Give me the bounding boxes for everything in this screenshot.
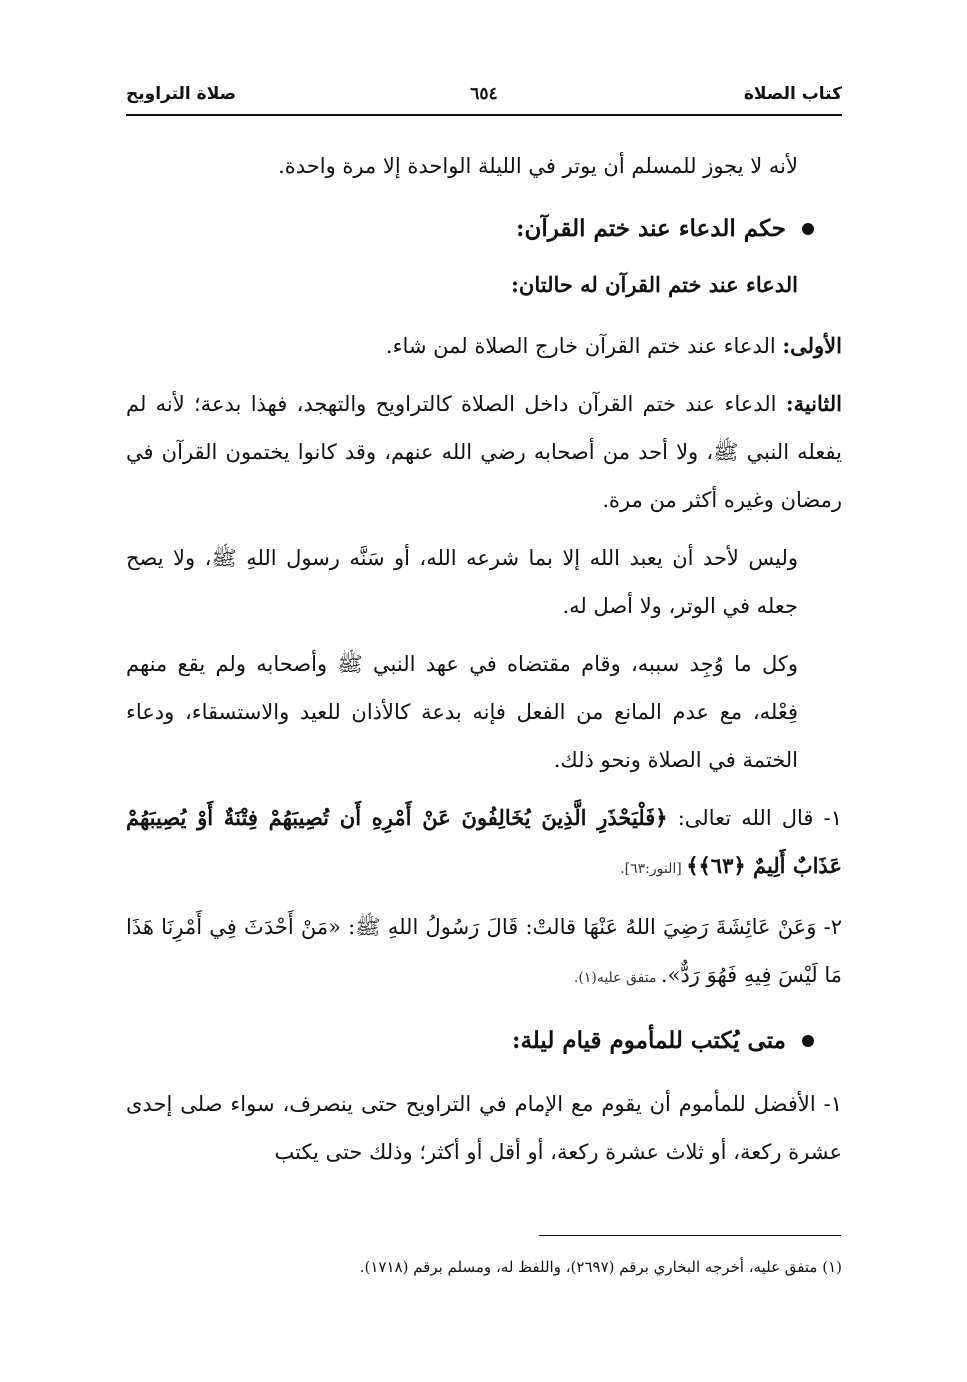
section-heading-khatm-dua: [126, 200, 842, 258]
heading-text: حكم الدعاء عند ختم القرآن:: [516, 215, 786, 242]
heading-text: متى يُكتب للمأموم قيام ليلة:: [511, 1027, 786, 1054]
section-heading-qiyam: [126, 1012, 842, 1070]
hadith-reference: متفق عليه(١).: [573, 970, 661, 986]
header-book-title: كتاب الصلاة: [743, 84, 842, 104]
evidence-item-2: [126, 903, 842, 1002]
page-body: [126, 142, 842, 1176]
bullet-icon: [802, 223, 814, 235]
verse-reference: [النور:٦٣].: [620, 861, 687, 877]
label-first: الأولى:: [782, 333, 842, 358]
evidence-1-prefix: ١- قال الله تعالى:: [667, 806, 842, 830]
hadith-text: ٢- وَعَنْ عَائِشَةَ رَضِيَ اللهُ عَنْهَا قالتْ: قَالَ رَسُولُ اللهِ ﷺ: «مَنْ أَحْدَثَ فِي أَمْرِنَا هَذَا مَا لَيْسَ فِيهِ فَهُوَ رَدٌّ».: [126, 915, 842, 987]
quran-verse: ﴿فَلْيَحْذَرِ الَّذِينَ يُخَالِفُونَ عَنْ أَمْرِهِ أَن تُصِيبَهُمْ فِتْنَةٌ أَوْ يُصِيبَهُمْ عَذَابٌ أَلِيمٌ ﴿٦٣﴾﴾: [126, 805, 842, 878]
paragraph-worship-rule: وليس لأحد أن يعبد الله إلا بما شرعه الله، أو سَنَّه رسول اللهِ ﷺ، ولا يصح جعله في الوتر، ولا أصل له.: [126, 546, 798, 618]
label-second: الثانية:: [785, 391, 842, 416]
footnote-divider: [539, 1235, 841, 1236]
paragraph-second-case: [126, 380, 842, 524]
paragraph-qiyam-rule: ١- الأفضل للمأموم أن يقوم مع الإمام في التراويح حتى ينصرف، سواء صلى إحدى عشرة ركعة، أو ثلاث عشرة ركعة، أو أقل أو أكثر؛ وذلك حتى يكتب: [126, 1092, 842, 1164]
bullet-icon: [802, 1035, 814, 1047]
paragraph-first-case: [126, 322, 842, 370]
page-number: ٦٥٤: [470, 84, 498, 104]
paragraph-bidah-rule: وكل ما وُجِد سببه، وقام مقتضاه في عهد النبي ﷺ وأصحابه ولم يقع منهم فِعْله، مع عدم المانع من الفعل فإنه بدعة كالأذان للعيد والاستسقاء، ودعاء الختمة في الصلاة ونحو ذلك.: [126, 652, 798, 772]
paragraph-intro: لأنه لا يجوز للمسلم أن يوتر في الليلة الواحدة إلا مرة واحدة.: [278, 154, 798, 178]
running-header: [126, 84, 842, 116]
evidence-item-1: [126, 794, 842, 893]
header-chapter-title: صلاة التراويح: [126, 84, 237, 104]
footnote: (١) متفق عليه، أخرجه البخاري برقم (٢٦٩٧)، واللفظ له، ومسلم برقم (١٧١٨).: [359, 1258, 842, 1276]
first-case-text: الدعاء عند ختم القرآن خارج الصلاة لمن شاء.: [385, 334, 783, 358]
second-case-text: الدعاء عند ختم القرآن داخل الصلاة كالتراويح والتهجد، فهذا بدعة؛ لأنه لم يفعله النبي ﷺ، ولا أحد من أصحابه رضي الله عنهم، وقد كانوا يختمون القرآن في رمضان وغيره أكثر من مرة.: [126, 392, 842, 512]
subheading-two-cases: الدعاء عند ختم القرآن له حالتان:: [511, 272, 798, 297]
